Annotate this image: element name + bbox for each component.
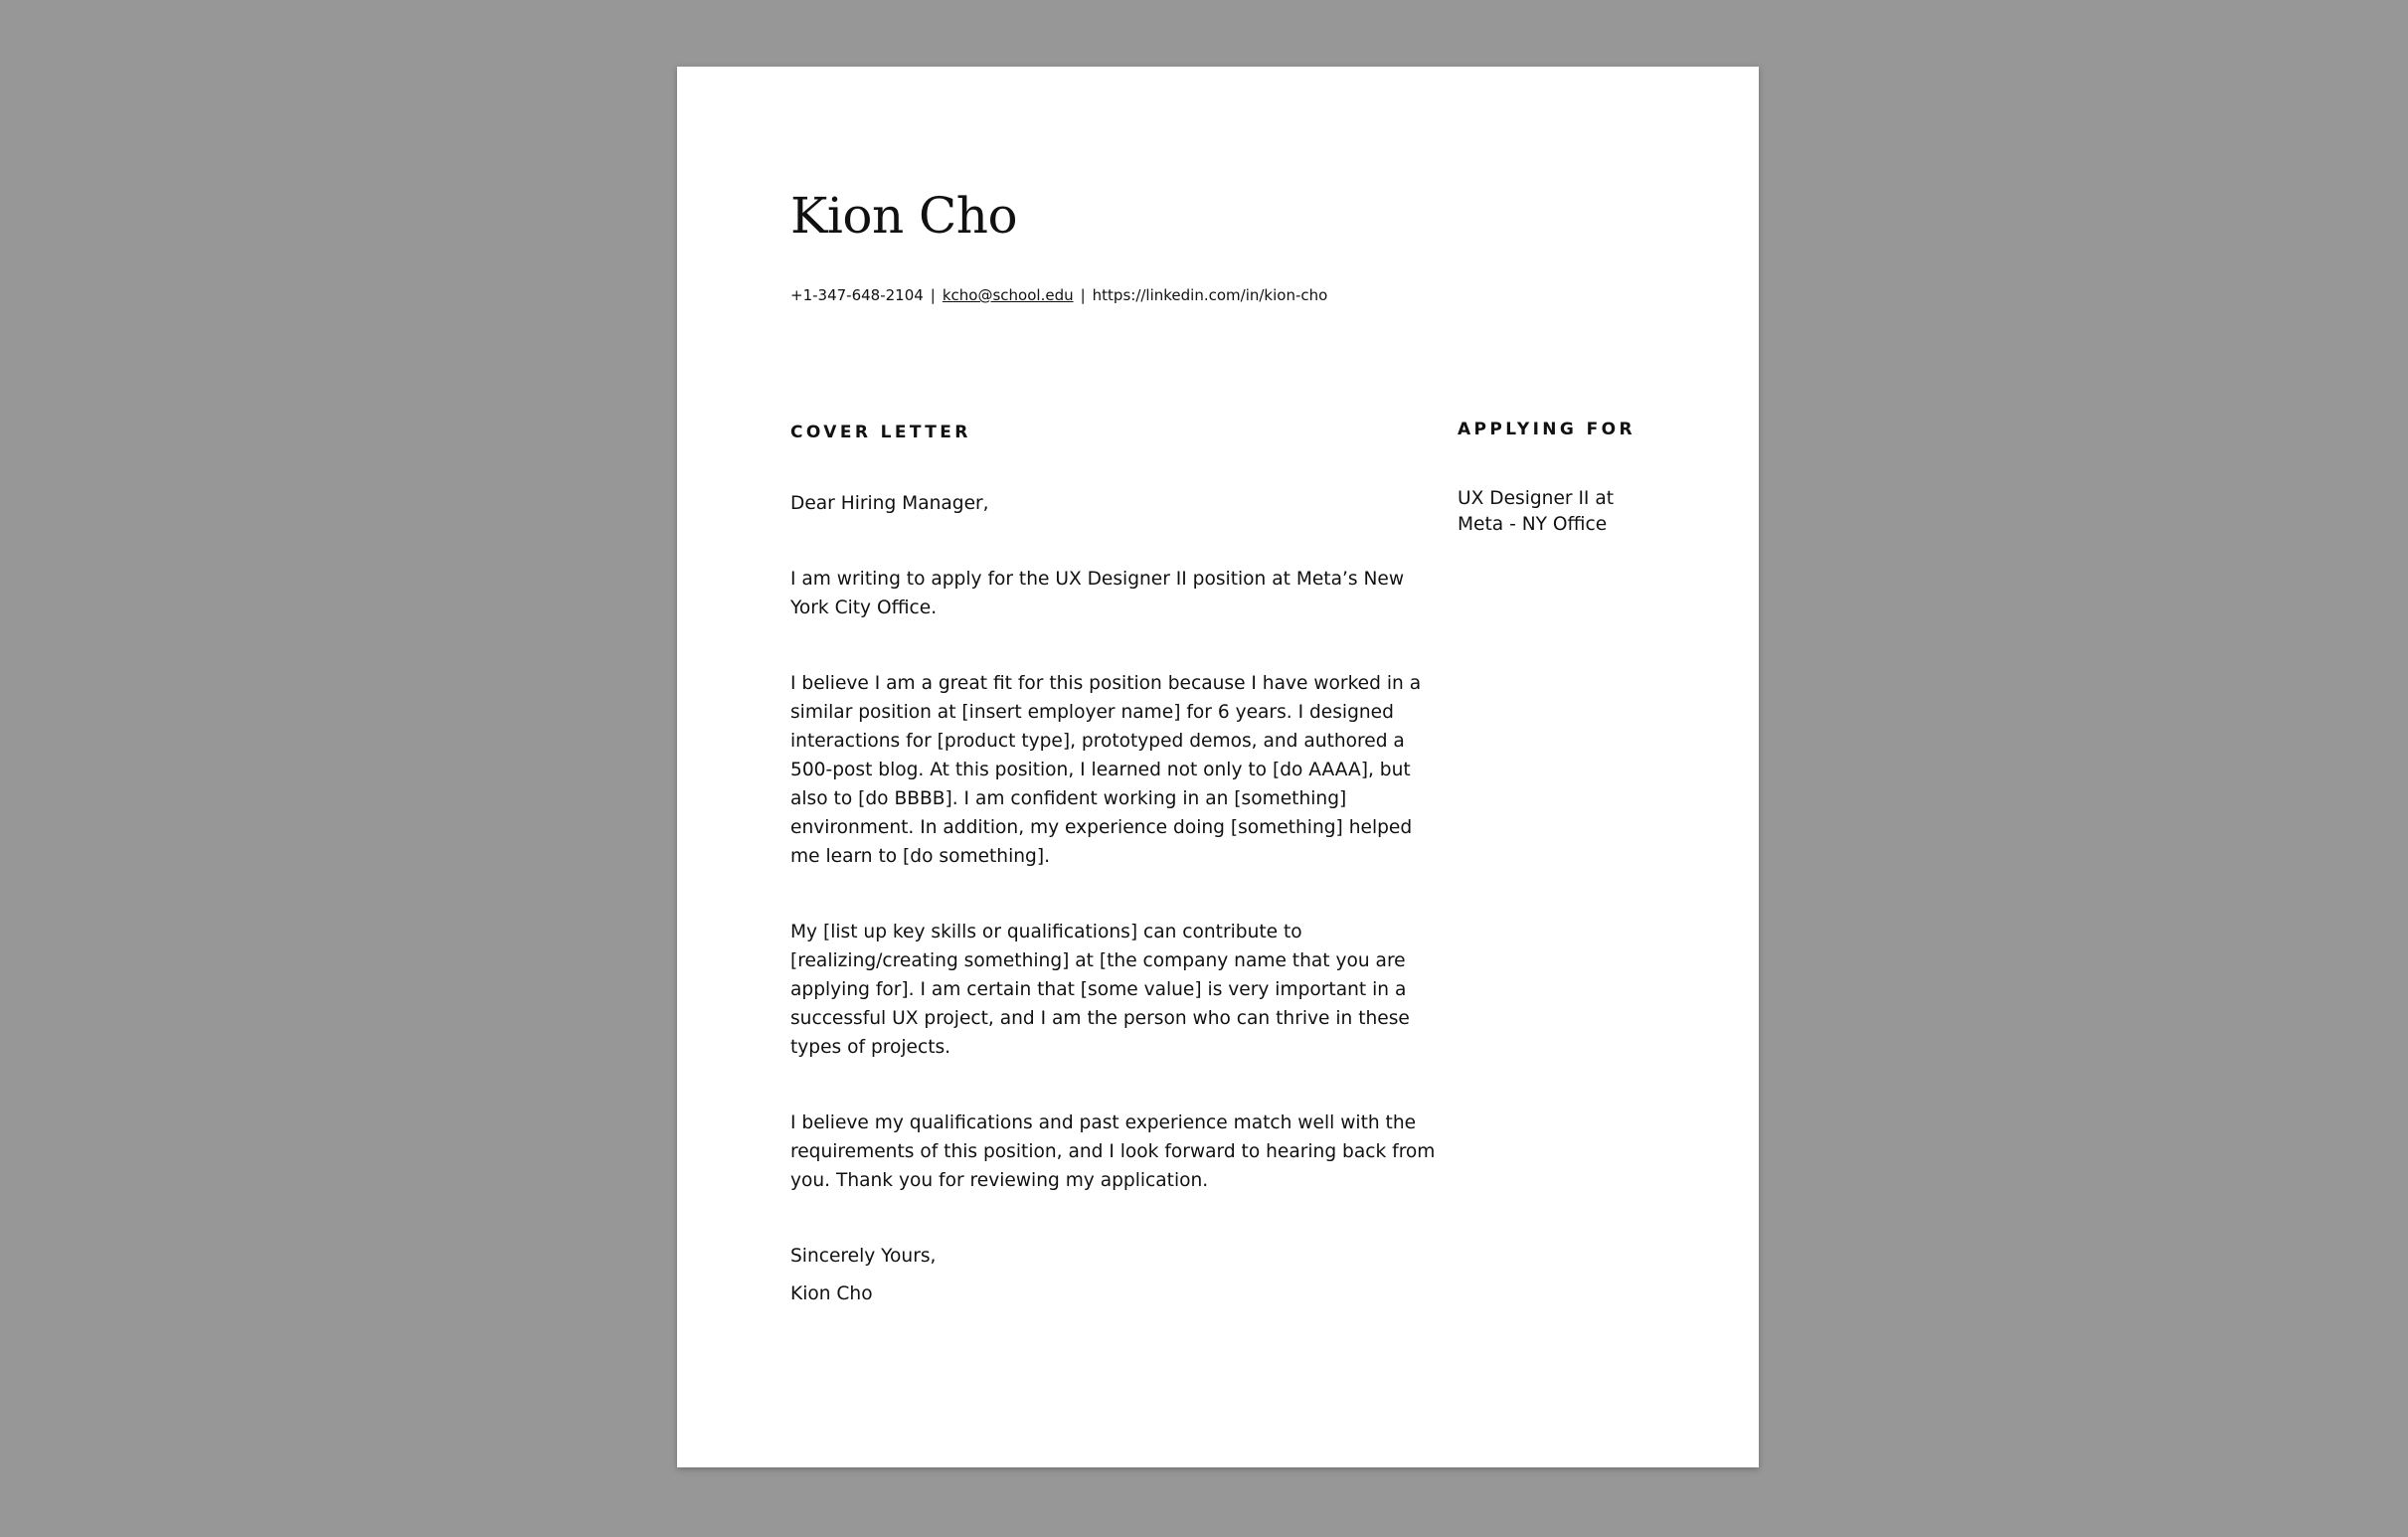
- applicant-name: Kion Cho: [790, 187, 1018, 245]
- phone-number: +1-347-648-2104: [790, 286, 924, 304]
- applying-for-position: UX Designer II at: [1458, 488, 1615, 509]
- document-page: [677, 67, 1759, 1467]
- contact-separator: |: [1080, 286, 1086, 304]
- cover-letter-heading: COVER LETTER: [790, 423, 971, 442]
- letter-paragraph: I believe I am a great fit for this position because I have worked in a similar position at [insert employer name] for 6 years. I designed interactions for [product type], prototyped demos, and authored a 500-post blog. At this position, I learned not only to [do AAAA], but also to [do BBBB]. I am confident working in an [something] environment. In addition, my experience doing [something] helped me learn to [do something].: [790, 673, 1422, 867]
- letter-body: [790, 489, 1447, 1308]
- letter-closing: Sincerely Yours,: [790, 1246, 937, 1267]
- letter-paragraph: I am writing to apply for the UX Designer II position at Meta’s New York City Office.: [790, 569, 1405, 618]
- letter-paragraph: My [list up key skills or qualifications] can contribute to [realizing/creating something] at [the company name that you are applying for]. I am certain that [some value] is very important in a successful UX project, and I am the person who can thrive in these types of projects.: [790, 922, 1410, 1058]
- contact-line: [790, 285, 1327, 305]
- contact-separator: |: [930, 286, 936, 304]
- linkedin-url: https://linkedin.com/in/kion-cho: [1092, 286, 1328, 304]
- email-link[interactable]: kcho@school.edu: [942, 286, 1074, 304]
- letter-paragraph: I believe my qualifications and past experience match well with the requirements of this position, and I look forward to hearing back from you. Thank you for reviewing my application.: [790, 1112, 1436, 1191]
- letter-salutation: Dear Hiring Manager,: [790, 493, 989, 514]
- letter-signature: Kion Cho: [790, 1283, 873, 1304]
- applying-for-heading: APPLYING FOR: [1458, 420, 1635, 439]
- applying-for-details: [1458, 486, 1656, 538]
- applying-for-office: Meta - NY Office: [1458, 514, 1608, 535]
